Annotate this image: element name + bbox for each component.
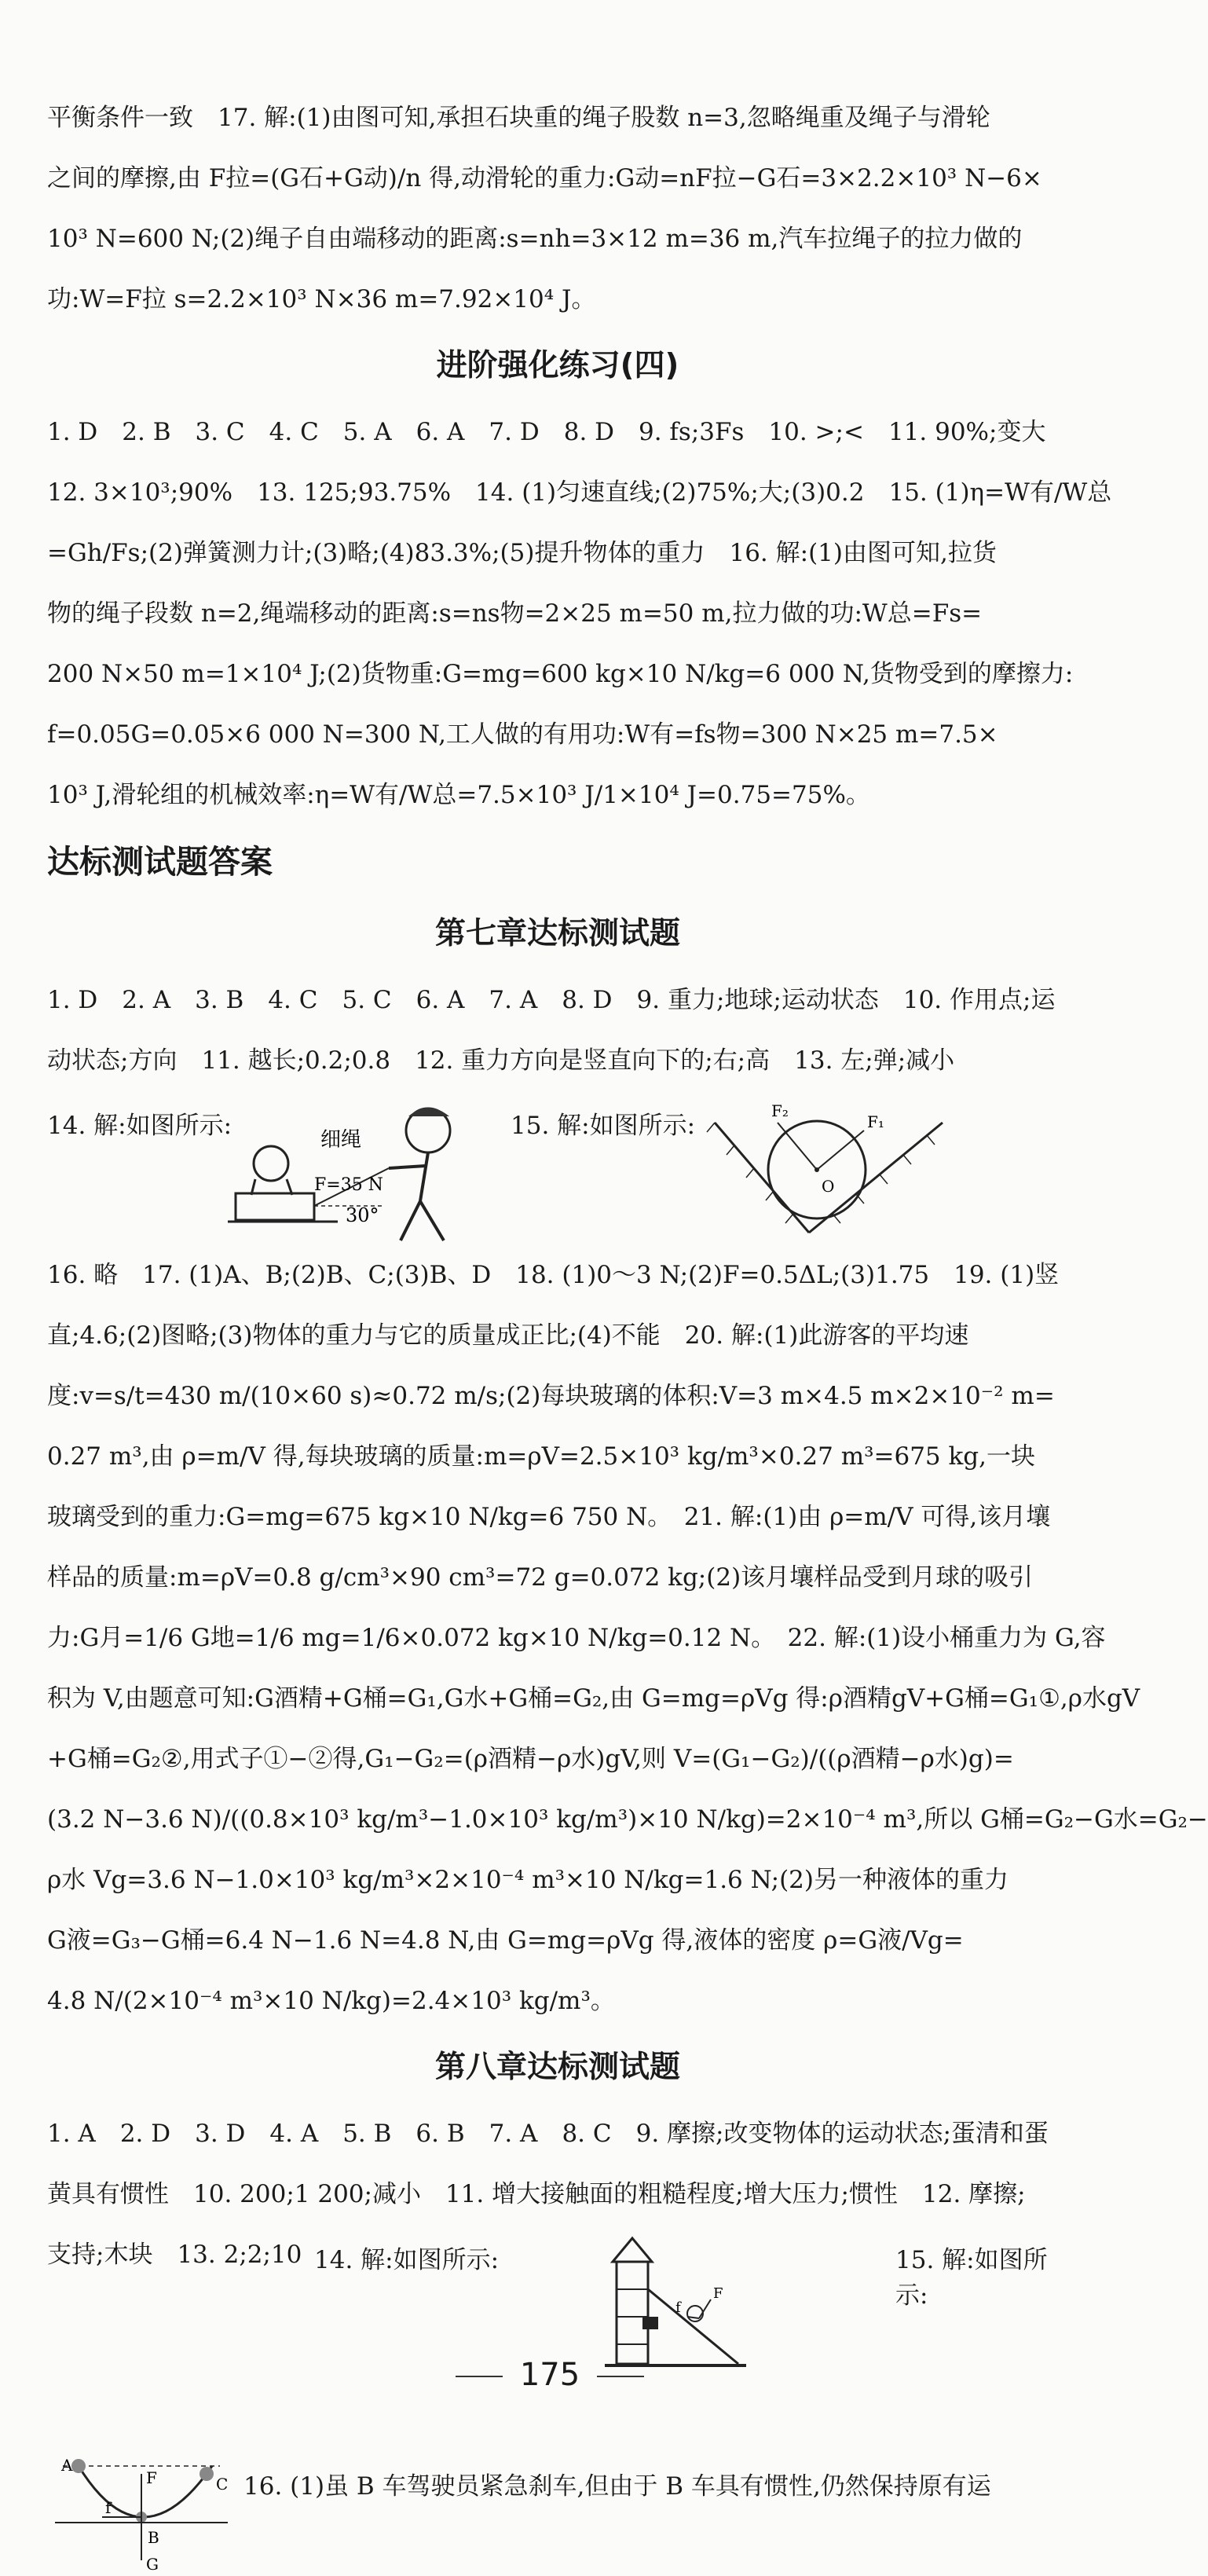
text-line: 1. D 2. A 3. B 4. C 5. C 6. A 7. A 8. D 9. 重力;地球;运动状态 10. 作用点;运 xyxy=(47,986,1056,1014)
text-line: 之间的摩擦,由 F拉=(G石+G动)/n 得,动滑轮的重力:G动=nF拉−G石=3×2.2×10³ N−6× xyxy=(47,164,1042,192)
section-title-advanced-practice: 进阶强化练习(四) xyxy=(436,348,679,383)
text-line: 200 N×50 m=1×10⁴ J;(2)货物重:G=mg=600 kg×10 N/kg=6 000 N,货物受到的摩擦力: xyxy=(47,660,1074,688)
point-c-label: C xyxy=(216,2475,229,2494)
text-line: 积为 V,由题意可知:G酒精+G桶=G₁,G水+G桶=G₂,由 G=mg=ρVg 得:ρ酒精gV+G桶=G₁①,ρ水gV xyxy=(47,1684,1140,1713)
text-line: 功:W=F拉 s=2.2×10³ N×36 m=7.92×10⁴ J。 xyxy=(47,285,596,313)
heading-test-answers: 达标测试题答案 xyxy=(47,843,273,881)
text-line: G液=G₃−G桶=6.4 N−1.6 N=4.8 N,由 G=mg=ρVg 得,液体的密度 ρ=G液/Vg= xyxy=(47,1926,964,1955)
figure-row-bowl xyxy=(47,2450,1068,2576)
section-chapter7-answers-cont xyxy=(47,1245,1208,2032)
text-line: 10³ N=600 N;(2)绳子自由端移动的距离:s=nh=3×12 m=36 m,汽车拉绳子的拉力做的 xyxy=(47,225,1023,253)
text-line: =Gh/Fs;(2)弹簧测力计;(3)略;(4)83.3%;(5)提升物体的重力 16. 解:(1)由图可知,拉货 xyxy=(47,539,997,567)
text-line: 1. A 2. D 3. D 4. A 5. B 6. B 7. A 8. C 9. 摩擦;改变物体的运动状态;蛋清和蛋 xyxy=(47,2120,1049,2148)
f2-label: F₂ xyxy=(771,1101,789,1120)
text-line: 1. D 2. B 3. C 4. C 5. A 6. A 7. D 8. D 9. fs;3Fs 10. >;< 11. 90%;变大 xyxy=(47,418,1046,446)
slide-F-label: F xyxy=(713,2285,723,2302)
force-label: F=35 N xyxy=(314,1175,383,1195)
bowl-ball-figure xyxy=(47,2450,236,2576)
text-line: 玻璃受到的重力:G=mg=675 kg×10 N/kg=6 750 N。 21. 解:(1)由 ρ=m/V 可得,该月壤 xyxy=(47,1503,1051,1531)
point-b-label: B xyxy=(148,2528,159,2547)
text-line: 10³ J,滑轮组的机械效率:η=W有/W总=7.5×10³ J/1×10⁴ J=0.75=75%。 xyxy=(47,781,870,809)
ball-groove-figure xyxy=(699,1091,950,1245)
text-line: +G桶=G₂②,用式子①−②得,G₁−G₂=(ρ酒精−ρ水)gV,则 V=(G₁−G₂)/((ρ酒精−ρ水)g)= xyxy=(47,1745,1014,1773)
text-line: f=0.05G=0.05×6 000 N=300 N,工人做的有用功:W有=fs物=300 N×25 m=7.5× xyxy=(47,720,998,749)
text-line: 平衡条件一致 17. 解:(1)由图可知,承担石块重的绳子股数 n=3,忽略绳重及绳子与滑轮 xyxy=(47,104,990,132)
section-chapter7-answers xyxy=(47,970,1068,1091)
text-line: 16. 略 17. (1)A、B;(2)B、C;(3)B、D 18. (1)0～3 N;(2)F=0.5ΔL;(3)1.75 19. (1)竖 xyxy=(47,1261,1060,1289)
section-prev-answers xyxy=(47,88,1068,330)
sled-pull-figure xyxy=(228,1091,479,1245)
text-line: 样品的质量:m=ρV=0.8 g/cm³×90 cm³=72 g=0.072 kg;(2)该月壤样品受到月球的吸引 xyxy=(47,1563,1034,1592)
bowl-f-label: f xyxy=(105,2498,112,2517)
text-line: 物的绳子段数 n=2,绳端移动的距离:s=ns物=2×25 m=50 m,拉力做的功:W总=Fs= xyxy=(47,599,983,628)
point-a-label: A xyxy=(61,2456,73,2475)
angle-label: 30° xyxy=(346,1204,379,1226)
f1-label: F₁ xyxy=(867,1112,884,1131)
page-number: 175 xyxy=(0,2357,1100,2393)
slide-f-label: f xyxy=(675,2299,681,2316)
text-line: (3.2 N−3.6 N)/((0.8×10³ kg/m³−1.0×10³ kg/m³)×10 N/kg)=2×10⁻⁴ m³,所以 G桶=G₂−G水=G₂− xyxy=(47,1805,1208,1834)
section-title-chapter-7: 第七章达标测试题 xyxy=(434,916,680,951)
text-line: 4.8 N/(2×10⁻⁴ m³×10 N/kg)=2.4×10³ kg/m³。 xyxy=(47,1987,615,2015)
figure-row-ch7 xyxy=(47,1091,1068,1245)
q15-label: 15. 解:如图所示: xyxy=(511,1112,696,1140)
bowl-F-label: F xyxy=(146,2468,157,2487)
bowl-g-label: G xyxy=(146,2555,159,2574)
text-line: 12. 3×10³;90% 13. 125;93.75% 14. (1)匀速直线;(2)75%;大;(3)0.2 15. (1)η=W有/W总 xyxy=(47,478,1112,507)
text-line: ρ水 Vg=3.6 N−1.0×10³ kg/m³×2×10⁻⁴ m³×10 N/kg=1.6 N;(2)另一种液体的重力 xyxy=(47,1866,1008,1894)
text-line: 度:v=s/t=430 m/(10×60 s)≈0.72 m/s;(2)每块玻璃的体积:V=3 m×4.5 m×2×10⁻² m= xyxy=(47,1382,1055,1410)
section-advanced-answers xyxy=(47,402,1112,826)
text-line: 力:G月=1/6 G地=1/6 mg=1/6×0.072 kg×10 N/kg=0.12 N。 22. 解:(1)设小桶重力为 G,容 xyxy=(47,1624,1106,1652)
ch8-q14-label: 14. 解:如图所示: xyxy=(314,2246,500,2274)
text-line: 动状态;方向 11. 越长;0.2;0.8 12. 重力方向是竖直向下的;右;高 13. 左;弹;减小 xyxy=(47,1046,955,1075)
ch8-q15-label: 15. 解:如图所示: xyxy=(895,2246,1048,2310)
rope-label: 细绳 xyxy=(320,1128,362,1152)
q14-label: 14. 解:如图所示: xyxy=(47,1112,232,1140)
o-label: O xyxy=(822,1177,835,1196)
text-line: 黄具有惯性 10. 200;1 200;减小 11. 增大接触面的粗糙程度;增大压力;惯性 12. 摩擦; xyxy=(47,2180,1026,2208)
section-title-chapter-8: 第八章达标测试题 xyxy=(434,2050,680,2085)
answer-page xyxy=(47,88,1208,2576)
text-line: 0.27 m³,由 ρ=m/V 得,每块玻璃的质量:m=ρV=2.5×10³ kg/m³×0.27 m³=675 kg,一块 xyxy=(47,1442,1035,1471)
text-line: 支持;木块 13. 2;2;10 xyxy=(47,2241,302,2269)
ch8-q16-text: 16. (1)虽 B 车驾驶员紧急刹车,但由于 B 车具有惯性,仍然保持原有运 xyxy=(243,2472,991,2501)
text-line: 直;4.6;(2)图略;(3)物体的重力与它的质量成正比;(4)不能 20. 解:(1)此游客的平均速 xyxy=(47,1321,969,1350)
